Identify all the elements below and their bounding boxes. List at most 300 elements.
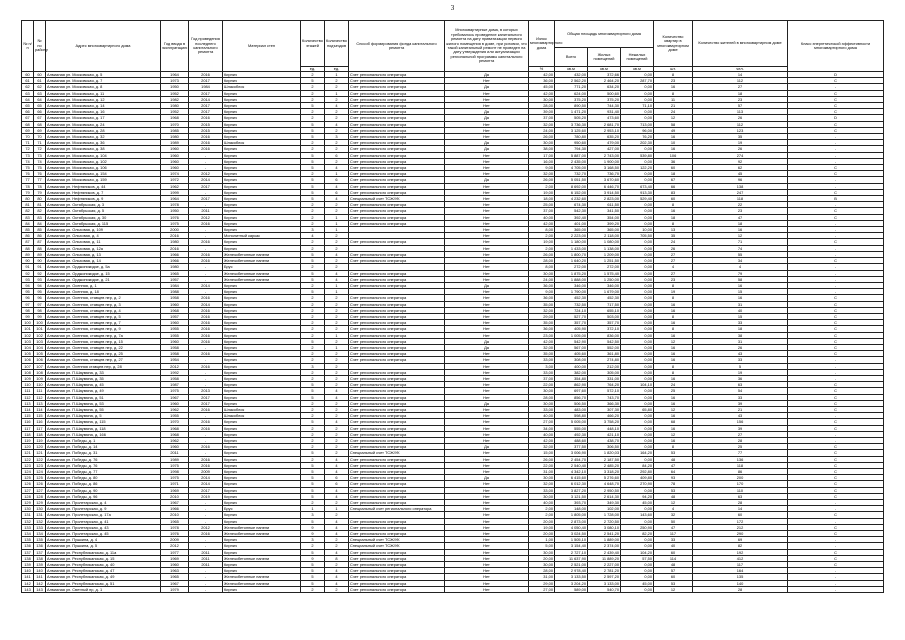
table-cell: 4 648,70	[588, 481, 621, 487]
table-cell: 0,00	[621, 400, 654, 406]
table-cell: 119	[34, 437, 46, 443]
table-cell: -	[788, 276, 884, 282]
table-cell: Нет	[445, 332, 529, 338]
table-cell: C	[788, 493, 884, 499]
table-cell: 9,00	[529, 165, 555, 171]
table-cell: 5 005,00	[555, 419, 588, 425]
table-cell: 8	[654, 363, 693, 369]
table-cell: 2,00	[529, 245, 555, 251]
table-cell: 125	[22, 475, 34, 481]
table-cell: Кирпич	[223, 469, 301, 475]
table-cell: -	[788, 84, 884, 90]
table-cell: Нет	[445, 233, 529, 239]
table-cell: 2017	[189, 109, 223, 115]
table-cell: 2	[325, 351, 349, 357]
table-cell: 6 012,30	[555, 481, 588, 487]
table-cell: Алмазная ул. Победы, д. 90	[46, 487, 161, 493]
table-cell: 42,00	[529, 338, 555, 344]
table-cell: 82	[34, 208, 46, 214]
table-cell: 24	[654, 382, 693, 388]
table-cell: 2	[301, 72, 325, 78]
table-cell: 1982	[161, 96, 189, 102]
table-cell: Нет	[445, 90, 529, 96]
table-cell: -	[189, 270, 223, 276]
table-cell: 33	[693, 320, 788, 326]
table-cell: Нет	[445, 425, 529, 431]
table-cell: 1955	[161, 413, 189, 419]
table-cell: 2	[301, 406, 325, 412]
table-cell: Счет регионального оператора	[349, 400, 445, 406]
table-cell: 5	[301, 562, 325, 568]
table-cell: Кирпич	[223, 382, 301, 388]
table-cell: 27	[693, 84, 788, 90]
table-cell: 28,00	[529, 568, 555, 574]
table-cell: 5	[301, 382, 325, 388]
table-cell: 16	[654, 400, 693, 406]
table-cell: 57	[654, 568, 693, 574]
table-cell: 18	[693, 220, 788, 226]
table-cell: 1974	[161, 171, 189, 177]
table-cell: 1960	[161, 400, 189, 406]
table-cell: 4	[325, 518, 349, 524]
table-cell: Алмазная ул. Пролетарская, д. 45	[46, 531, 161, 537]
table-cell: 66	[34, 109, 46, 115]
table-cell: 2	[301, 220, 325, 226]
table-cell: Алмазная ул. Московская, д. 154	[46, 171, 161, 177]
table-cell: 28	[693, 437, 788, 443]
table-cell: C	[788, 419, 884, 425]
table-cell: 1958	[161, 295, 189, 301]
table-cell: 120	[22, 444, 34, 450]
table-cell: 61	[34, 78, 46, 84]
table-cell: 0,00	[621, 419, 654, 425]
table-cell: Алмазная ул. П.Шаумяна, д. 118	[46, 425, 161, 431]
table-cell: Кирпич	[223, 152, 301, 158]
table-cell: 82	[693, 543, 788, 549]
table-cell: 133	[34, 524, 46, 530]
table-cell: 105	[34, 351, 46, 357]
table-cell: 89	[22, 251, 34, 257]
table-cell: 16	[693, 282, 788, 288]
table-cell: 771,20	[555, 84, 588, 90]
table-cell: 1	[325, 506, 349, 512]
table-cell: 1992	[161, 369, 189, 375]
table-cell: Алмазная ул. Республиканская, д. 15	[46, 555, 161, 561]
table-cell: 5	[301, 475, 325, 481]
table-cell: C	[788, 313, 884, 319]
table-cell: Счет регионального оператора	[349, 171, 445, 177]
table-cell: 500,60	[588, 90, 621, 96]
table-cell: 26	[693, 146, 788, 152]
table-cell: 172	[693, 518, 788, 524]
table-cell: Кирпич	[223, 518, 301, 524]
table-cell: -	[788, 431, 884, 437]
table-cell: 1 875,20	[555, 270, 588, 276]
table-cell: -	[189, 537, 223, 543]
table-cell: 0,00	[621, 289, 654, 295]
table-cell: 5	[301, 469, 325, 475]
table-cell: 84	[22, 220, 34, 226]
table-cell: 87	[22, 239, 34, 245]
table-cell: Нет	[445, 134, 529, 140]
header-col-district-index: № по району	[34, 21, 46, 72]
table-cell: Специальный счет ТСЖ/УК	[349, 450, 445, 456]
table-cell: 23	[693, 96, 788, 102]
table-cell: 135	[693, 574, 788, 580]
table-cell: 2016	[189, 332, 223, 338]
table-cell: 4 705,00	[555, 165, 588, 171]
table-cell: 717,50	[588, 301, 621, 307]
table-cell: 143,60	[621, 512, 654, 518]
table-cell: C	[788, 189, 884, 195]
unit-area-residential: кв.м	[588, 67, 621, 72]
table-cell: 2	[301, 431, 325, 437]
table-cell: 1 471,20	[555, 109, 588, 115]
table-cell: 36,00	[529, 326, 555, 332]
table-cell: 116	[34, 419, 46, 425]
table-cell: -	[189, 189, 223, 195]
table-cell: Алмазная ул. Осенняя, д. 1	[46, 282, 161, 288]
table-cell: 2	[325, 431, 349, 437]
table-cell: 306,50	[588, 444, 621, 450]
table-cell: 164,20	[621, 450, 654, 456]
table-cell: 862,90	[555, 382, 588, 388]
table-cell: 3 080,10	[588, 524, 621, 530]
table-cell: 1	[325, 227, 349, 233]
table-cell: 24,00	[529, 276, 555, 282]
table-cell: 409,80	[621, 475, 654, 481]
table-cell: Счет регионального оператора	[349, 326, 445, 332]
table-cell: Алмазная ул. Московская, д. 5	[46, 72, 161, 78]
table-cell: 12	[654, 431, 693, 437]
table-cell: 542,50	[588, 338, 621, 344]
table-cell: 16	[654, 332, 693, 338]
table-cell: 5	[301, 462, 325, 468]
table-cell: 12	[654, 338, 693, 344]
table-cell: Алмазная ул. П.Шаумяна, д. 5	[46, 413, 161, 419]
table-cell: 2	[301, 84, 325, 90]
header-col-area-residential: Жилых помещений	[588, 48, 621, 67]
table-cell: 1 209,00	[588, 251, 621, 257]
table-cell: -	[189, 568, 223, 574]
table-cell: 100	[34, 320, 46, 326]
table-cell: 148,00	[555, 506, 588, 512]
table-cell: 30,00	[529, 562, 555, 568]
table-cell: 10	[654, 140, 693, 146]
table-cell: 32,00	[529, 307, 555, 313]
table-cell: 732,50	[555, 301, 588, 307]
table-cell: 57	[693, 103, 788, 109]
table-cell: 539,80	[621, 152, 654, 158]
table-cell: 2014	[189, 301, 223, 307]
table-cell: Специальный счет регионального оператора	[349, 506, 445, 512]
table-cell: Нет	[445, 512, 529, 518]
table-cell: 0,00	[621, 351, 654, 357]
table-cell: 1	[325, 282, 349, 288]
table-cell: 427,00	[588, 146, 621, 152]
table-cell: 2 743,00	[588, 152, 621, 158]
table-cell: Алмазная ул. Ольховая, д. 12а	[46, 245, 161, 251]
table-cell: 1960	[161, 301, 189, 307]
table-cell: 40	[693, 307, 788, 313]
table-cell: 2	[325, 338, 349, 344]
table-cell: 2	[301, 543, 325, 549]
table-cell: 2 485,20	[588, 462, 621, 468]
table-cell: 5	[301, 158, 325, 164]
table-cell: Алмазная ул. Октябрьская, д. 3	[46, 202, 161, 208]
table-cell: 25	[654, 388, 693, 394]
table-cell: 1975	[161, 462, 189, 468]
table-cell: 202,30	[621, 140, 654, 146]
table-cell: Нет	[445, 127, 529, 133]
table-cell: 48	[654, 456, 693, 462]
table-cell: 0,00	[621, 245, 654, 251]
table-cell: Счет регионального оператора	[349, 481, 445, 487]
table-cell: 127	[34, 487, 46, 493]
table-cell: 23	[693, 208, 788, 214]
table-cell: C	[788, 103, 884, 109]
table-cell: 589,00	[555, 586, 588, 592]
table-cell: 0,00	[621, 158, 654, 164]
table-cell: 20,00	[529, 555, 555, 561]
table-cell: 1 180,00	[555, 239, 588, 245]
table-cell: Да	[445, 72, 529, 78]
table-cell: Да	[445, 282, 529, 288]
table-cell: 950,60	[555, 140, 588, 146]
table-cell: 354,00	[588, 214, 621, 220]
table-cell: 13	[654, 227, 693, 233]
table-cell: Кирпич	[223, 419, 301, 425]
table-cell: 118	[693, 196, 788, 202]
table-cell: 2	[301, 351, 325, 357]
table-cell: Кирпич	[223, 313, 301, 319]
table-cell: Счет регионального оператора	[349, 518, 445, 524]
table-cell: 121	[34, 450, 46, 456]
table-cell: Да	[445, 140, 529, 146]
table-cell: 1975	[161, 388, 189, 394]
table-cell: 0,00	[621, 388, 654, 394]
table-cell: Нет	[445, 462, 529, 468]
table-cell: Кирпич	[223, 320, 301, 326]
table-cell: 36,00	[529, 282, 555, 288]
table-cell: 1968	[161, 425, 189, 431]
table-cell: 122,20	[621, 165, 654, 171]
table-cell: 506,50	[555, 400, 588, 406]
table-cell: C	[788, 462, 884, 468]
table-cell: Нет	[445, 406, 529, 412]
table-cell: 2	[325, 84, 349, 90]
table-cell: 492,30	[555, 431, 588, 437]
table-cell: 2016	[189, 239, 223, 245]
table-cell: 130	[34, 506, 46, 512]
table-cell: 96	[693, 177, 788, 183]
table-cell: Кирпич	[223, 183, 301, 189]
table-cell: Нет	[445, 531, 529, 537]
table-cell: 112	[693, 121, 788, 127]
table-cell: 2	[301, 369, 325, 375]
table-cell: 40,00	[529, 431, 555, 437]
table-cell: 1957	[161, 276, 189, 282]
table-cell: 72	[22, 146, 34, 152]
table-cell: 80	[34, 196, 46, 202]
table-row	[22, 586, 884, 592]
table-cell: Кирпич	[223, 475, 301, 481]
table-cell: 137	[34, 549, 46, 555]
table-cell: 1	[325, 72, 349, 78]
table-cell: 705,50	[621, 233, 654, 239]
table-cell: 1972	[161, 177, 189, 183]
table-cell: Нет	[445, 524, 529, 530]
table-cell: -	[189, 375, 223, 381]
table-cell: C	[788, 481, 884, 487]
table-cell: 1966	[161, 506, 189, 512]
table-cell: Нет	[445, 227, 529, 233]
table-cell: 307,30	[588, 406, 621, 412]
table-cell: 0,00	[621, 202, 654, 208]
table-cell: 1 820,03	[588, 450, 621, 456]
table-cell: 2	[301, 456, 325, 462]
table-cell: 2 727,10	[555, 549, 588, 555]
table-cell: Кирпич	[223, 121, 301, 127]
table-cell: 4	[325, 469, 349, 475]
table-cell: 2	[325, 96, 349, 102]
table-cell: Да	[445, 475, 529, 481]
table-cell: 3 758,20	[588, 419, 621, 425]
table-cell: 375,20	[555, 96, 588, 102]
table-cell: 8	[654, 313, 693, 319]
table-cell: 93	[654, 475, 693, 481]
table-cell: 399,20	[588, 220, 621, 226]
table-cell: 5	[301, 127, 325, 133]
table-cell: Счет регионального оператора	[349, 524, 445, 530]
table-cell: 87	[34, 239, 46, 245]
table-cell: 2	[325, 413, 349, 419]
table-cell: Алмазная ул. Ольховая, д. 11	[46, 239, 161, 245]
table-header	[22, 21, 884, 72]
table-cell: 20,00	[529, 518, 555, 524]
table-cell: 156	[693, 419, 788, 425]
table-cell: 101	[22, 326, 34, 332]
table-cell: -	[189, 518, 223, 524]
table-cell: 94	[34, 282, 46, 288]
table-cell: 1984	[161, 282, 189, 288]
table-cell: Счет регионального оператора	[349, 469, 445, 475]
table-cell: -	[788, 158, 884, 164]
table-cell: 0,00	[621, 177, 654, 183]
table-cell: 123	[693, 127, 788, 133]
table-cell: 23,00	[529, 332, 555, 338]
table-cell: Счет регионального оператора	[349, 165, 445, 171]
table-cell: 116	[22, 419, 34, 425]
table-cell: 1960	[161, 165, 189, 171]
table-cell: Нет	[445, 295, 529, 301]
header-col-floors: Количество этажей	[301, 21, 325, 67]
table-cell: 26	[693, 115, 788, 121]
table-cell: Счет регионального оператора	[349, 121, 445, 127]
table-cell: Алмазная ул. П.Шаумяна, д. 51	[46, 394, 161, 400]
table-cell: 2 118,00	[588, 233, 621, 239]
table-cell: 2	[301, 239, 325, 245]
table-cell: Нет	[445, 431, 529, 437]
table-cell: 5	[301, 258, 325, 264]
table-cell: Кирпич	[223, 301, 301, 307]
table-cell: 119	[22, 437, 34, 443]
table-cell: 2	[301, 208, 325, 214]
table-cell: Нет	[445, 543, 529, 549]
table-cell: 365,00	[555, 227, 588, 233]
table-cell: 0,00	[621, 90, 654, 96]
table-cell: 1	[325, 171, 349, 177]
table-cell: 2016	[189, 251, 223, 257]
table-cell: 1980	[161, 134, 189, 140]
table-cell: Нет	[445, 196, 529, 202]
table-cell: 110	[34, 382, 46, 388]
table-cell: Алмазная ул. Осенняя, ставцев пер, д. 3	[46, 301, 161, 307]
table-cell: Алмазная ул. Московская, д. 7	[46, 78, 161, 84]
table-cell: 2	[301, 171, 325, 177]
table-cell: 2 978,40	[555, 568, 588, 574]
table-cell: -	[189, 227, 223, 233]
table-cell: Счет регионального оператора	[349, 382, 445, 388]
table-cell: 1960	[161, 152, 189, 158]
table-cell: 0,00	[621, 251, 654, 257]
table-cell: 1978	[161, 524, 189, 530]
header-col-repair-required: Многоквартирные дома, в которых требовалось проведение капитального ремонта на дату приватизации первого жилого помещения в доме, при условии, что такой капитальный ремонт не проведен на дату утверждения или актуализации региональной программы капитального ремонта	[445, 21, 529, 72]
table-cell: C	[788, 400, 884, 406]
table-cell: Железобетонные панели	[223, 270, 301, 276]
table-cell: 2015	[189, 121, 223, 127]
table-cell: 3 133,00	[588, 580, 621, 586]
table-cell: Кирпич	[223, 282, 301, 288]
table-cell: Алмазная ул. Московская, д. 28	[46, 127, 161, 133]
table-cell: Счет регионального оператора	[349, 140, 445, 146]
table-cell: Счет регионального оператора	[349, 84, 445, 90]
table-cell: 1978	[161, 202, 189, 208]
table-cell: 68	[654, 419, 693, 425]
table-cell: Кирпич	[223, 549, 301, 555]
table-cell: Кирпич	[223, 351, 301, 357]
table-cell: Счет регионального оператора	[349, 115, 445, 121]
table-cell: Алмазная ул. Республиканская, д. 40	[46, 562, 161, 568]
table-cell: 2 521,00	[555, 562, 588, 568]
table-cell: 0,00	[621, 487, 654, 493]
table-cell: 107	[34, 363, 46, 369]
table-cell: 8	[325, 555, 349, 561]
table-cell: Нет	[445, 183, 529, 189]
table-cell: 32,00	[529, 171, 555, 177]
table-cell: 2 953,10	[588, 127, 621, 133]
table-cell: Алмазная ул. Пролетарская, д. 43	[46, 524, 161, 530]
table-cell: 856,70	[555, 394, 588, 400]
table-cell: Счет регионального оператора	[349, 531, 445, 537]
table-cell: 8	[654, 72, 693, 78]
table-cell: 49	[654, 127, 693, 133]
table-cell: 31,00	[529, 469, 555, 475]
table-cell: 111	[34, 388, 46, 394]
table-cell: 1984	[189, 84, 223, 90]
table-cell: C	[788, 171, 884, 177]
table-cell: 0,00	[621, 146, 654, 152]
table-cell: Счет регионального оператора	[349, 295, 445, 301]
table-cell: C	[788, 406, 884, 412]
table-cell: 2014	[189, 282, 223, 288]
table-cell: 110	[22, 382, 34, 388]
table-cell: 2	[325, 444, 349, 450]
table-cell: 86	[34, 233, 46, 239]
table-cell: 8	[654, 295, 693, 301]
table-cell: 26	[693, 344, 788, 350]
table-cell: C	[788, 338, 884, 344]
